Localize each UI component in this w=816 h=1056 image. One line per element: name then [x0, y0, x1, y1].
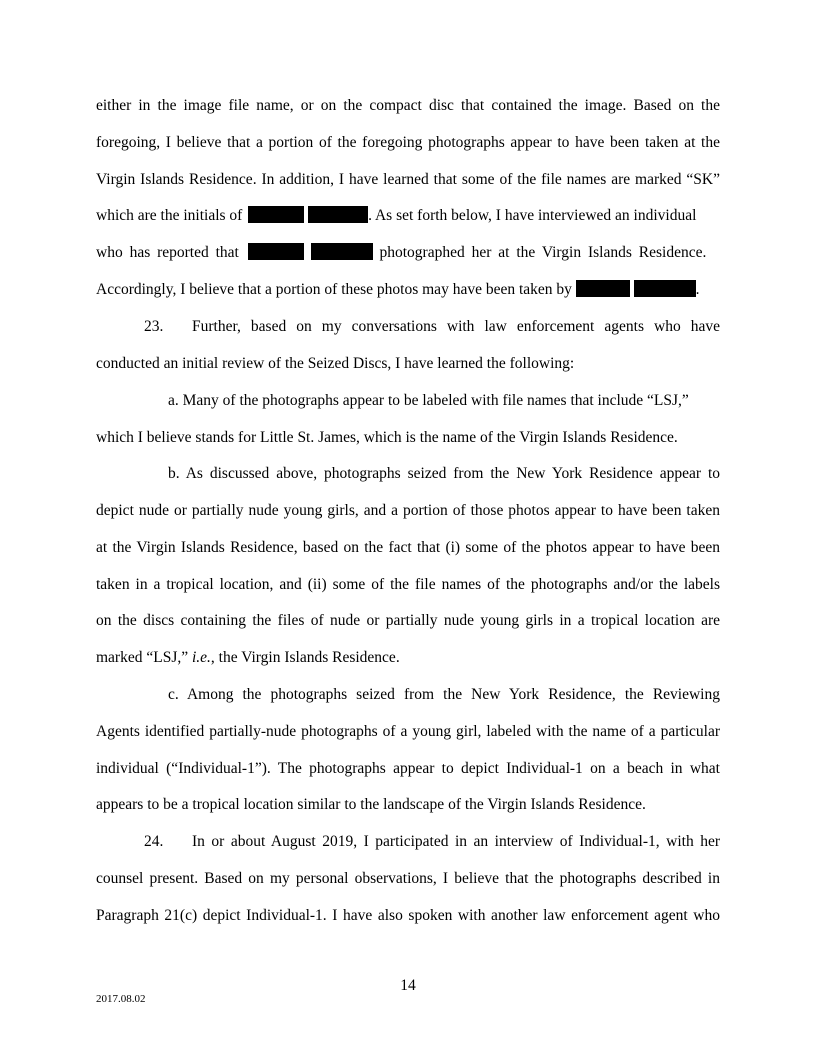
paragraph-number-24: 24. — [144, 833, 164, 850]
text-segment: photographed her at the Virgin Islands Residence. — [379, 244, 707, 261]
page-number: 14 — [400, 977, 416, 994]
body-line: Paragraph 21(c) depict Individual-1. I have also spoken with another law enforcement agent who — [96, 907, 720, 924]
body-line: either in the image file name, or on the compact disc that contained the image. Based on the — [96, 97, 720, 114]
italic-text: i.e. — [191, 649, 211, 666]
body-line: b. As discussed above, photographs seized from the New York Residence appear to — [168, 465, 720, 482]
text-segment: , the Virgin Islands Residence. — [210, 649, 400, 666]
body-line: Virgin Islands Residence. In addition, I have learned that some of the file names are marked “SK” — [96, 171, 720, 188]
body-line: individual (“Individual-1”). The photographs appear to depict Individual-1 on a beach in what — [96, 760, 720, 777]
redaction-box — [308, 206, 368, 223]
text-segment: . — [695, 281, 700, 298]
redaction-box — [248, 243, 304, 260]
body-line: depict nude or partially nude young girls, and a portion of those photos appear to have been taken — [96, 502, 720, 519]
text-segment: marked “LSJ,” — [96, 649, 189, 666]
body-line — [96, 206, 720, 226]
body-line: Further, based on my conversations with law enforcement agents who have — [192, 318, 720, 335]
footer-code: 2017.08.02 — [96, 993, 146, 1005]
body-line: Agents identified partially-nude photographs of a young girl, labeled with the name of a particular — [96, 723, 720, 740]
body-line — [96, 280, 720, 300]
body-line: on the discs containing the files of nude or partially nude young girls in a tropical location are — [96, 612, 720, 629]
text-segment: . As set forth below, I have interviewed an individual — [368, 207, 697, 224]
text-segment: who has reported that — [96, 244, 239, 261]
paragraph-number-23: 23. — [144, 318, 164, 335]
body-line: counsel present. Based on my personal observations, I believe that the photographs described in — [96, 870, 720, 887]
body-line: In or about August 2019, I participated in an interview of Individual-1, with her — [192, 833, 720, 850]
body-line: conducted an initial review of the Seized Discs, I have learned the following: — [96, 355, 575, 372]
text-segment: which are the initials of — [96, 207, 243, 224]
redaction-box — [248, 206, 304, 223]
body-line: appears to be a tropical location similar to the landscape of the Virgin Islands Residence. — [96, 796, 646, 813]
redaction-box — [634, 280, 696, 297]
body-line: taken in a tropical location, and (ii) some of the file names of the photographs and/or the labels — [96, 576, 720, 593]
redaction-box — [311, 243, 373, 260]
redaction-box — [576, 280, 630, 297]
body-line: at the Virgin Islands Residence, based on the fact that (i) some of the photos appear to have been — [96, 539, 720, 556]
body-line: a. Many of the photographs appear to be labeled with file names that include “LSJ,” — [168, 392, 689, 409]
text-segment: Accordingly, I believe that a portion of these photos may have been taken by — [96, 281, 572, 298]
body-line: foregoing, I believe that a portion of the foregoing photographs appear to have been taken at the — [96, 134, 720, 151]
body-line — [96, 243, 720, 263]
body-line — [96, 648, 720, 668]
body-line: which I believe stands for Little St. James, which is the name of the Virgin Islands Residence. — [96, 429, 678, 446]
body-line: c. Among the photographs seized from the New York Residence, the Reviewing — [168, 686, 720, 703]
